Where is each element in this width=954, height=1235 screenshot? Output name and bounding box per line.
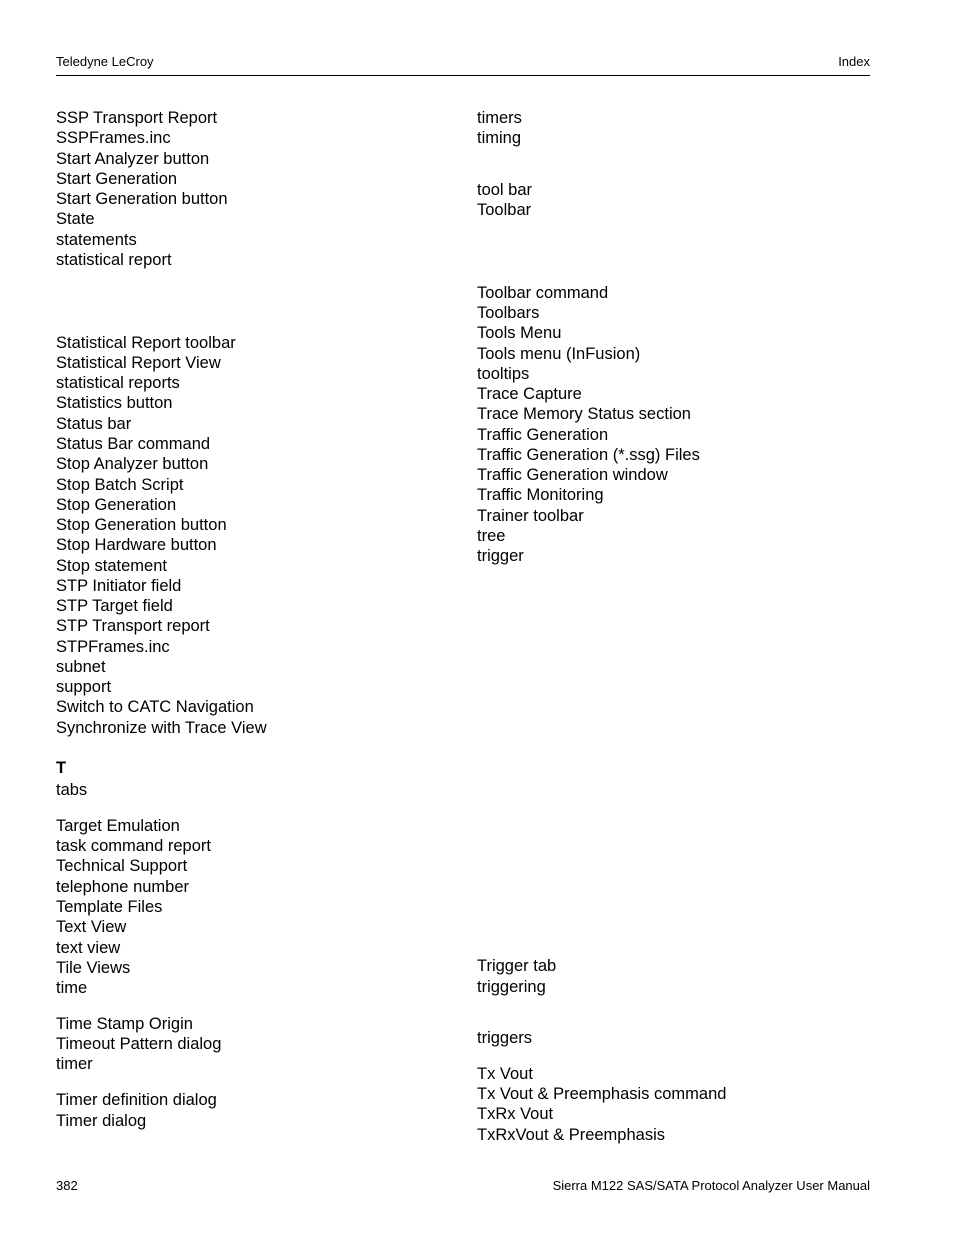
index-entry: Tools menu (InFusion) (477, 345, 641, 363)
index-entry: tabs (56, 781, 88, 799)
index-entry: Stop Hardware button (56, 536, 217, 554)
index-entry: Text View (56, 918, 127, 936)
index-entry: Synchronize with Trace View (56, 719, 267, 737)
manual-title: Sierra M122 SAS/SATA Protocol Analyzer User Manual (552, 1178, 870, 1193)
index-entry: Trigger tab (477, 957, 557, 975)
header-rule (56, 75, 870, 76)
index-entry: Timeout Pattern dialog (56, 1035, 222, 1053)
index-entry: Start Analyzer button (56, 150, 210, 168)
index-entry: Traffic Generation (477, 426, 609, 444)
index-entry: Statistics button (56, 394, 173, 412)
running-header-right: Index (838, 54, 870, 69)
index-entry: STP Initiator field (56, 577, 182, 595)
index-entry: TxRx Vout (477, 1105, 554, 1123)
index-entry: time (56, 979, 88, 997)
index-entry: STP Target field (56, 597, 173, 615)
index-entry: Technical Support (56, 857, 188, 875)
index-entry: Template Files (56, 898, 163, 916)
index-entry: STP Transport report (56, 617, 210, 635)
index-entry: Toolbar (477, 201, 532, 219)
index-entry: triggering (477, 978, 546, 996)
index-entry: Switch to CATC Navigation (56, 698, 254, 716)
index-entry: statistical report (56, 251, 172, 269)
index-entry: Tx Vout & Preemphasis command (477, 1085, 727, 1103)
index-entry: telephone number (56, 878, 190, 896)
index-entry: tooltips (477, 365, 530, 383)
index-entry: Stop Generation (56, 496, 177, 514)
index-entry: Time Stamp Origin (56, 1015, 193, 1033)
index-entry: support (56, 678, 112, 696)
index-entry: Traffic Generation (*.ssg) Files (477, 446, 700, 464)
index-entry: Tools Menu (477, 324, 562, 342)
index-entry: Statistical Report toolbar (56, 334, 236, 352)
index-entry: SSP Transport Report (56, 109, 218, 127)
index-entry: Toolbars (477, 304, 540, 322)
index-entry: triggers (477, 1029, 533, 1047)
index-entry: Timer definition dialog (56, 1091, 217, 1109)
index-entry: TxRxVout & Preemphasis (477, 1126, 665, 1144)
index-entry: State (56, 210, 95, 228)
index-entry: SSPFrames.inc (56, 129, 171, 147)
index-entry: task command report (56, 837, 211, 855)
index-entry: statistical reports (56, 374, 180, 392)
index-entry: subnet (56, 658, 106, 676)
index-entry: Traffic Generation window (477, 466, 668, 484)
index-entry: Start Generation button (56, 190, 228, 208)
index-entry: Stop Analyzer button (56, 455, 209, 473)
index-entry: statements (56, 231, 137, 249)
index-entry: Tx Vout (477, 1065, 533, 1083)
index-entry: Stop Batch Script (56, 476, 184, 494)
index-entry: Stop statement (56, 557, 167, 575)
index-entry: Start Generation (56, 170, 178, 188)
index-entry: text view (56, 939, 121, 957)
index-entry: Statistical Report View (56, 354, 221, 372)
index-entry: timer (56, 1055, 93, 1073)
page-number: 382 (56, 1178, 78, 1193)
index-entry: timing (477, 129, 522, 147)
index-section-letter: T (56, 759, 67, 777)
index-entry: trigger (477, 547, 524, 565)
index-entry: Timer dialog (56, 1112, 147, 1130)
index-entry: Toolbar command (477, 284, 609, 302)
index-entry: Target Emulation (56, 817, 180, 835)
index-entry: timers (477, 109, 522, 127)
index-entry: Status bar (56, 415, 132, 433)
index-entry: tool bar (477, 181, 533, 199)
index-entry: Trainer toolbar (477, 507, 584, 525)
index-entry: Stop Generation button (56, 516, 227, 534)
index-entry: Tile Views (56, 959, 131, 977)
index-entry: Trace Capture (477, 385, 582, 403)
index-entry: Traffic Monitoring (477, 486, 604, 504)
index-entry: tree (477, 527, 506, 545)
index-entry: Trace Memory Status section (477, 405, 691, 423)
index-entry: STPFrames.inc (56, 638, 170, 656)
running-header-left: Teledyne LeCroy (56, 54, 154, 69)
index-entry: Status Bar command (56, 435, 211, 453)
